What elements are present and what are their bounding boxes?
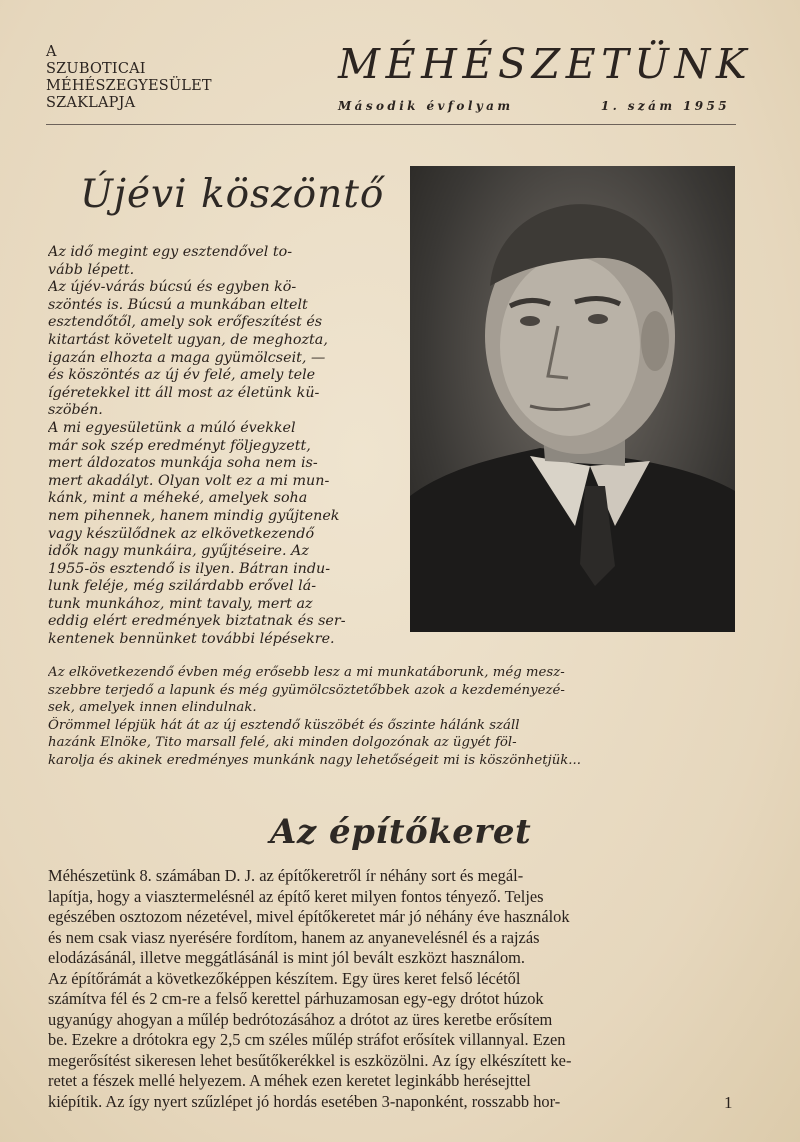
text-line: mert áldozatos munkája soha nem is-	[48, 455, 318, 472]
volume-label: Második évfolyam	[338, 99, 514, 113]
text-line: kánk, mint a méheké, amelyek soha	[48, 490, 308, 507]
text-line: szebbre terjedő a lapunk és még gyümölcsöztetőbbek azok a kezdeményezé-	[48, 682, 565, 698]
text-line: karolja és akinek eredményes munkánk nagy lehetőségeit mi is köszönhetjük...	[48, 752, 581, 768]
text-line: kitartást követelt ugyan, de meghozta,	[48, 331, 328, 348]
text-line: szöntés is. Búcsú a munkában eltelt	[48, 296, 308, 313]
text-line: vagy készülődnek az elkövetkezendő	[48, 525, 315, 542]
issue-info	[338, 99, 730, 113]
text-line: be. Ezekre a drótokra egy 2,5 cm széles műlép stráfot erősítek villannyal. Ezen	[48, 1030, 566, 1049]
publisher-line: MÉHÉSZEGYESÜLET	[46, 78, 212, 94]
text-line: A mi egyesületünk a múló évekkel	[48, 419, 296, 436]
text-line: Méhészetünk 8. számában D. J. az építőkeretről ír néhány sort és megál-	[48, 866, 524, 885]
text-line: Az építőrámát a következőképpen készítem. Egy üres keret felső lécétől	[48, 968, 521, 988]
text-line: megerősítést sikeresen lehet besűtőkerékkel is eszközölni. Az így elkészített ke-	[48, 1050, 572, 1070]
text-line: számítva fél és 2 cm-re a felső kerettel párhuzamosan egy-egy drótot húzok	[48, 989, 544, 1008]
text-line: sek, amelyek innen elindulnak.	[48, 700, 257, 716]
text-line: Az elkövetkezendő évben még erősebb lesz a mi munkatáborunk, még mesz-	[48, 665, 565, 680]
text-line: elodázásánál, illetve meggátlásánál is mint jól bevált eszközt használom.	[48, 948, 525, 967]
page-number: 1	[724, 1093, 733, 1112]
text-line: és köszöntés az új év felé, amely tele	[48, 367, 316, 384]
text-line: tunk munkához, mint tavaly, mert az	[48, 595, 313, 612]
text-line: lapítja, hogy a viasztermelésnél az építő keret milyen fontos tényező. Teljes	[48, 886, 544, 906]
text-line: retet a fészek mellé helyezem. A méhek ezen keretet leginkább herésejttel	[48, 1071, 531, 1090]
article-title: Újévi köszöntő	[80, 172, 385, 217]
text-line: szöbén.	[48, 402, 103, 419]
article-full-width	[48, 664, 738, 770]
text-line: Az újév-várás búcsú és egyben kö-	[48, 279, 297, 296]
article2-title: Az építőkeret	[270, 812, 532, 852]
header-divider	[46, 124, 736, 125]
text-line: esztendőtől, amely sok erőfeszítést és	[48, 314, 323, 331]
text-line: hazánk Elnöke, Tito marsall felé, aki minden dolgozónak az ügyét föl-	[48, 735, 517, 751]
issue-label: 1. szám 1955	[600, 99, 730, 113]
text-line: lunk feléje, még szilárdabb erővel lá-	[48, 578, 317, 595]
article2-body	[48, 866, 738, 1112]
newspaper-title: MÉHÉSZETÜNK	[338, 40, 753, 88]
text-line: nem pihennek, hanem mindig gyűjtenek	[48, 507, 340, 524]
article-column	[48, 244, 388, 649]
text-line: és nem csak viasz nyerésére fordítom, hanem az anyanevelésnél és a rajzás	[48, 927, 540, 947]
publisher-line: SZUBOTICAI	[46, 61, 146, 77]
text-line: egészében osztozom nézetével, mivel építőkeretet már jó néhány éve használok	[48, 907, 570, 926]
publisher-block	[46, 44, 212, 112]
text-line: kentenek bennünket további lépésekre.	[48, 631, 335, 648]
text-line: kiépítik. Az így nyert szűzlépet jó hordás esetében 3-naponként, rosszabb hor-	[48, 1091, 561, 1111]
text-line: vább lépett.	[48, 261, 135, 278]
text-line: Örömmel lépjük hát át az új esztendő küszöbét és őszinte hálánk száll	[48, 717, 520, 733]
text-line: 1955-ös esztendő is ilyen. Bátran indu-	[48, 560, 331, 577]
publisher-line: SZAKLAPJA	[46, 95, 136, 111]
text-line: Az idő megint egy esztendővel to-	[48, 244, 293, 260]
text-line: idők nagy munkáira, gyűjtéseire. Az	[48, 543, 309, 560]
publisher-line: A	[46, 44, 57, 60]
text-line: már sok szép eredményt följegyzett,	[48, 437, 311, 454]
text-line: igazán elhozta a maga gyümölcseit, —	[48, 349, 326, 366]
text-line: eddig elért eredmények biztatnak és ser-	[48, 613, 346, 630]
text-line: ígéretekkel itt áll most az életünk kü-	[48, 384, 320, 401]
portrait-photo	[410, 166, 735, 632]
text-line: mert akadályt. Olyan volt ez a mi mun-	[48, 472, 330, 489]
text-line: ugyanúgy ahogyan a műlép bedrótozásához a drótot az üres keretbe erősítem	[48, 1009, 553, 1029]
